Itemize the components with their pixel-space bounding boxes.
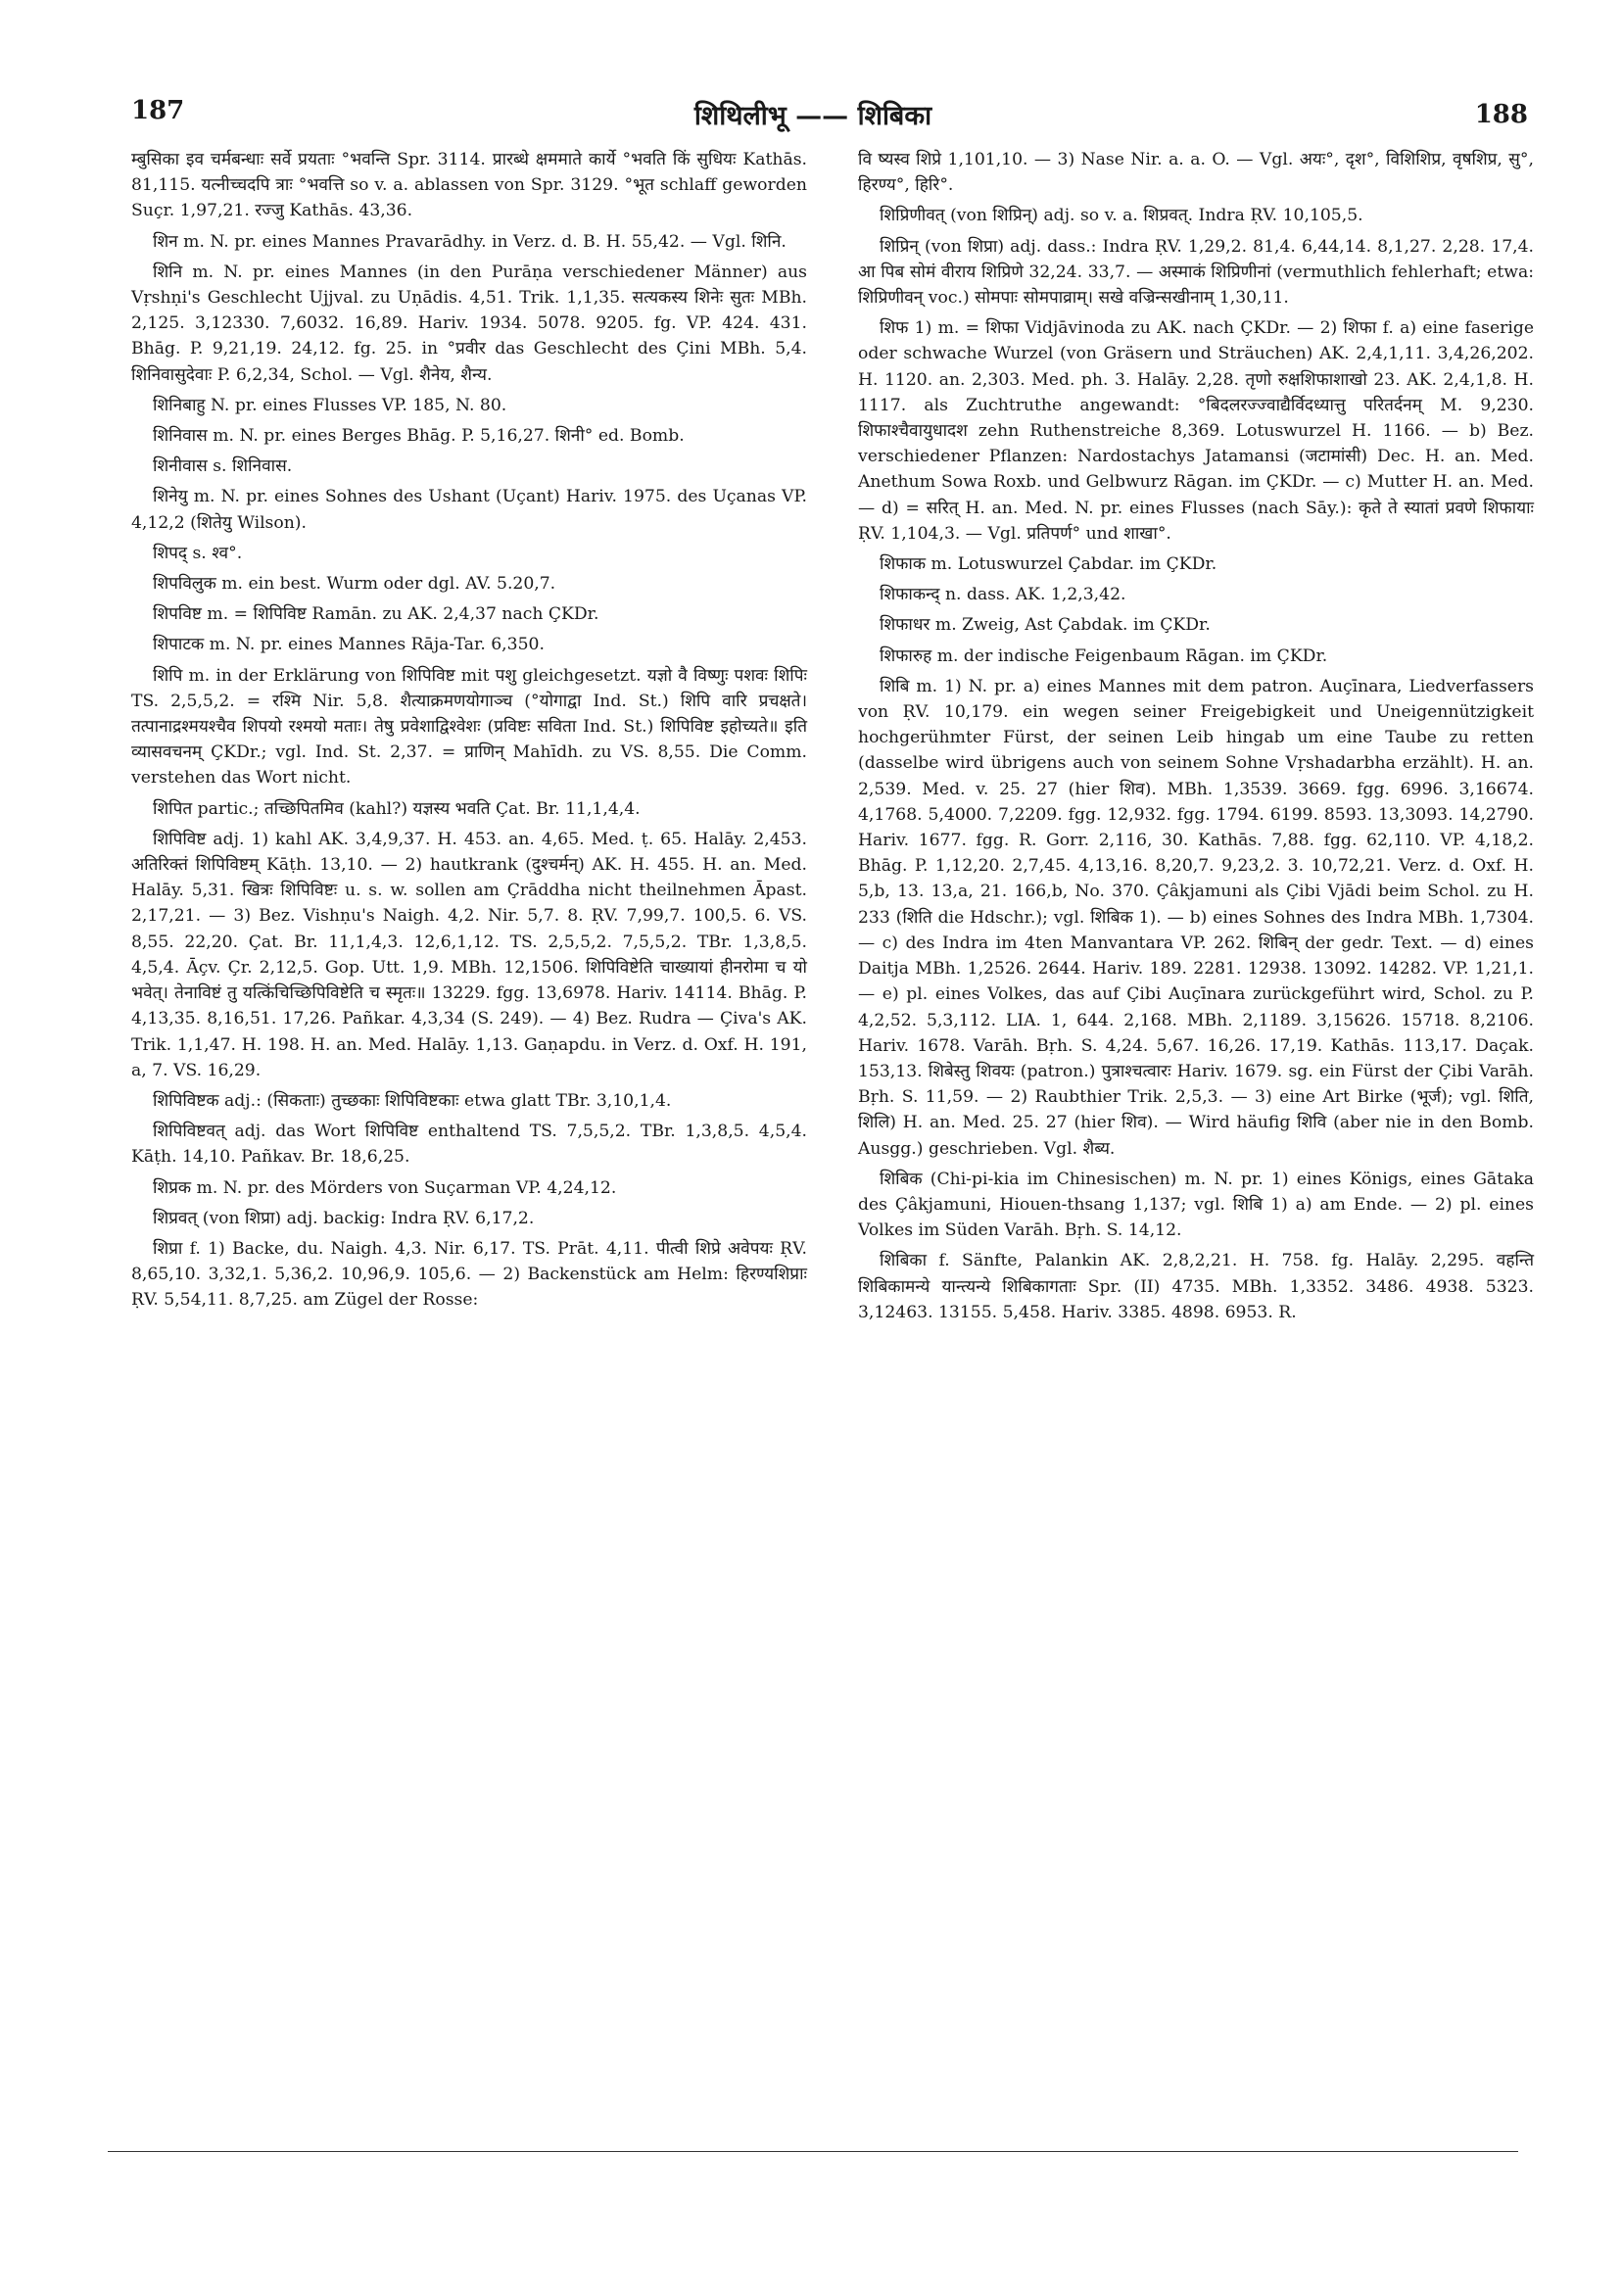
dictionary-entry: शिपि m. in der Erklärung von शिपिविष्ट mit पशु gleichgesetzt. यज्ञो वै विष्णुः पशवः शिपिः TS. 2,5,5,2. = रश्मि Nir. 5,8. शैत्याक्रमणयोगाञ्च (°योगाद्वा Ind. St.) शिपि वारि प्रचक्षते। तत्पानाद्रश्मयश्चैव शिपयो रश्मयो मताः। तेषु प्रवेशाद्विश्वेशः (प्रविष्टः सविता Ind. St.) शिपिविष्ट इहोच्यते॥ इति व्यासवचनम् ÇKDr.; vgl. Ind. St. 2,37. = प्राणिन् Mahīdh. zu VS. 8,55. Die Comm. verstehen das Wort nicht. — [131, 665, 807, 789]
dictionary-entry: शिफारुह m. der indische Feigenbaum Rāgan. im ÇKDr. — [880, 646, 1328, 666]
dictionary-entry: शिपविलुक m. ein best. Wurm oder dgl. AV. 5.20,7. — [153, 574, 556, 595]
dictionary-entry: शिपिविष्टवत् adj. das Wort शिपिविष्ट enthaltend TS. 7,5,5,2. TBr. 1,3,8,5. 4,5,4. Kāṭh. 14,10. Pañkav. Br. 18,6,25. — [131, 1122, 807, 1168]
dictionary-entry: शिबि m. 1) N. pr. a) eines Mannes mit dem patron. Auçīnara, Liedverfassers von ṚV. 10,179. ein wegen seiner Freigebigkeit und Uneigennützigkeit hochgerühmter Fürst, der seinen Leib hingab um eine Taube zu retten (dasselbe wird übrigens auch von seinem Sohne Vṛshadarbha erzählt). H. an. 2,539. Med. v. 25. 27 (hier शिव). MBh. 1,3539. 3669. fgg. 6996. 3,16674. 4,1768. 5,4000. 7,2209. fgg. 12,932. fgg. 1794. 6199. 8593. 13,3093. 14,2790. Hariv. 1677. fgg. R. Gorr. 2,116, 30. Kathās. 7,88. fgg. 62,110. VP. 4,18,2. Bhāg. P. 1,12,20. 2,7,45. 4,13,16. 8,20,7. 9,23,2. 3. 10,72,21. Verz. d. Oxf. H. 5,b, 13. 13,a, 21. 166,b, No. 370. Çâkjamuni als Çibi Vjādi beim Schol. zu H. 233 (शिति die Hdschr.); vgl. शिबिक 1). — b) eines Sohnes des Indra MBh. 1,7304. — c) des Indra im 4ten Manvantara VP. 262. शिबिन् der gedr. Text. — d) eines Daitja MBh. 1,2526. 2644. Hariv. 189. 2281. 12938. 13092. 14282. VP. 1,21,1. — e) pl. eines Volkes, das auf Çibi Auçīnara zurückgeführt wird, Schol. zu P. 4,2,52. 5,3,112. LIA. 1, 644. 2,168. MBh. 2,1189. 3,15626. 15718. 8,2106. Hariv. 1678. Varāh. Bṛh. S. 4,24. 5,67. 16,26. 17,19. Kathās. 113,17. Daçak. 153,13. शिबेस्तु शिवयः (patron.) पुत्राश्चत्वारः Hariv. 1679. sg. ein Fürst der Çibi Varāh. Bṛh. S. 11,59. — 2) Raubthier Trik. 2,5,3. — 3) eine Art Birke (भूर्ज); vgl. शिति, शिलि) H. an. Med. 25. 27 (hier शिव). — Wird häufig शिवि (aber nie in den Bomb. Ausgg.) geschrieben. Vgl. शैब्य. — [858, 676, 1534, 1159]
dictionary-entry: शिनीवास s. शिनिवास. — [153, 456, 293, 477]
dictionary-entry: शिफाकन्द् n. dass. AK. 1,2,3,42. — [880, 585, 1126, 605]
dictionary-entry: शिपाटक m. N. pr. eines Mannes Rāja-Tar. 6,350. — [153, 635, 545, 655]
right-column — [858, 147, 1534, 1330]
dictionary-entry: शिनिबाहु N. pr. eines Flusses VP. 185, N. 80. — [153, 395, 507, 415]
dictionary-entry: शिफाधर m. Zweig, Ast Çabdak. im ÇKDr. — [880, 615, 1211, 636]
dictionary-entry: शिफाक m. Lotuswurzel Çabdar. im ÇKDr. — [880, 554, 1217, 575]
dictionary-entry: वि ष्यस्व शिप्रे 1,101,10. — 3) Nase Nir. a. a. O. — Vgl. अयः°, दृश°, विशिशिप्र, वृषशिप्र, सु°, हिरण्य°, हिरि°. — [858, 150, 1534, 196]
dictionary-entry: शिबिक (Chi-pi-kia im Chinesischen) m. N. pr. 1) eines Königs, eines Gātaka des Çâkjamuni, Hiouen-thsang 1,137; vgl. शिबि 1) a) am Ende. — 2) pl. eines Volkes im Süden Varāh. Bṛh. S. 14,12. — [858, 1169, 1534, 1241]
page-number-right: 188 — [1474, 100, 1528, 129]
dictionary-entry: शिपद् s. श्व°. — [153, 543, 243, 563]
dictionary-entry: शिप्रवत् (von शिप्रा) adj. backig: Indra ṚV. 6,17,2. — [153, 1208, 535, 1228]
left-column — [131, 147, 807, 1318]
dictionary-entry: शिनिवास m. N. pr. eines Berges Bhāg. P. 5,16,27. शिनी° ed. Bomb. — [153, 426, 685, 447]
dictionary-entry: शिपविष्ट m. = शिपिविष्ट Ramān. zu AK. 2,4,37 nach ÇKDr. — [153, 604, 599, 625]
dictionary-entry: शिफ 1) m. = शिफा Vidjāvinoda zu AK. nach ÇKDr. — 2) शिफा f. a) eine faserige oder schwache Wurzel (von Gräsern und Sträuchen) AK. 2,4,1,11. 3,4,26,202. H. 1120. an. 2,303. Med. ph. 3. Halāy. 2,28. तृणो रुक्षशिफाशाखो 23. AK. 2,4,1,8. H. 1117. als Zuchtruthe angewandt: °बिदलरज्ज्वाद्यैर्विदध्यात्तु परितर्दनम् M. 9,230. शिफाश्चैवायुधादश zehn Ruthenstreiche 8,369. Lotuswurzel H. 1166. — b) Bez. verschiedener Pflanzen: Nardostachys Jatamansi (जटामांसी) Dec. H. an. Med. Anethum Sowa Roxb. und Gelbwurz Rāgan. im ÇKDr. — c) Mutter H. an. Med. — d) = सरित् H. an. Med. N. pr. eines Flusses (nach Sāy.): कृते ते स्यातां प्रवणे शिफायाः ṚV. 1,104,3. — Vgl. प्रतिपर्ण° und शाखा°. — [858, 318, 1534, 544]
dictionary-entry: शिप्रिन् (von शिप्रा) adj. dass.: Indra ṚV. 1,29,2. 81,4. 6,44,14. 8,1,27. 2,28. 17,4. आ पिब सोमं वीराय शिप्रिणे 32,24. 33,7. — अस्माकं शिप्रिणीनां (vermuthlich fehlerhaft; etwa: शिप्रिणीवन् voc.) सोमपाः सोमपाव्राम्। सखे वज्रिन्सखीनाम् 1,30,11. — [858, 236, 1534, 309]
dictionary-entry: शिपिविष्ट adj. 1) kahl AK. 3,4,9,37. H. 453. an. 4,65. Med. ṭ. 65. Halāy. 2,453. अतिरिक्तं शिपिविष्टम् Kāṭh. 13,10. — 2) hautkrank (दुश्चर्मन्) AK. H. 455. H. an. Med. Halāy. 5,31. खित्रः शिपिविष्टः u. s. w. sollen am Çrāddha nicht theilnehmen Āpast. 2,17,21. — 3) Bez. Vishṇu's Naigh. 4,2. Nir. 5,7. 8. ṚV. 7,99,7. 100,5. 6. VS. 8,55. 22,20. Çat. Br. 11,1,4,3. 12,6,1,12. TS. 2,5,5,2. 7,5,5,2. TBr. 1,3,8,5. 4,5,4. Āçv. Çr. 2,12,5. Gop. Utt. 1,9. MBh. 12,1506. शिपिविष्टेति चाख्यायां हीनरोमा च यो भवेत्। तेनाविष्टं तु यत्किंचिच्छिपिविष्टेति च स्मृतः॥ 13229. fgg. 13,6978. Hariv. 14114. Bhāg. P. 4,13,35. 8,16,51. 17,26. Pañkar. 4,3,34 (S. 249). — 4) Bez. Rudra — Çiva's AK. Trik. 1,1,47. H. 198. H. an. Med. Halāy. 1,13. Gaṇapdu. in Verz. d. Oxf. H. 191, a, 7. VS. 16,29. — [131, 829, 807, 1080]
dictionary-entry: म्बुसिका इव चर्मबन्धाः सर्वे प्रयताः °भवन्ति Spr. 3114. प्रारब्धे क्षममाते कार्ये °भवति किं सुधियः Kathās. 81,115. यत्नीच्चदपि त्राः °भवत्ति so v. a. ablassen von Spr. 3129. °भूत schlaff geworden Suçr. 1,97,21. रज्जु Kathās. 43,36. — [131, 150, 807, 221]
dictionary-entry: शिप्रक m. N. pr. des Mörders von Suçarman VP. 4,24,12. — [153, 1177, 617, 1198]
dictionary-entry: शिन m. N. pr. eines Mannes Pravarādhy. in Verz. d. B. H. 55,42. — Vgl. शिनि. — [153, 231, 787, 252]
dictionary-entry: शिप्रिणीवत् (von शिप्रिन्) adj. so v. a. शिप्रवत्. Indra ṚV. 10,105,5. — [880, 206, 1363, 226]
dictionary-entry: शिपिविष्टक adj.: (सिकताः) तुच्छकाः शिपिविष्टकाः etwa glatt TBr. 3,10,1,4. — [153, 1090, 672, 1111]
page-header — [98, 96, 1528, 145]
running-title: शिथिलीभू —— शिबिका — [693, 101, 932, 131]
dictionary-entry: शिनि m. N. pr. eines Mannes (in den Purāṇa verschiedener Männer) aus Vṛshṇi's Geschlecht Ujjval. zu Uṇādis. 4,51. Trik. 1,1,35. सत्यकस्य शिनेः सुतः MBh. 2,125. 3,12330. 7,6032. 16,89. Hariv. 1934. 5078. 9205. fg. VP. 424. 431. Bhāg. P. 9,21,19. 24,12. fg. 25. in °प्रवीर das Geschlecht des Çini MBh. 5,4. शिनिवासुदेवाः P. 6,2,34, Schol. — Vgl. शैनेय, शैन्य. — [131, 262, 807, 385]
dictionary-entry: शिपित partic.; तच्छिपितमिव (kahl?) यज्ञस्य भवति Çat. Br. 11,1,4,4. — [153, 798, 641, 819]
dictionary-entry: शिनेयु m. N. pr. eines Sohnes des Ushant (Uçant) Hariv. 1975. des Uçanas VP. 4,12,2 (शितेयु Wilson). — [131, 487, 807, 533]
dictionary-entry: शिप्रा f. 1) Backe, du. Naigh. 4,3. Nir. 6,17. TS. Prāt. 4,11. पीत्वी शिप्रे अवेपयः ṚV. 8,65,10. 3,32,1. 5,36,2. 10,96,9. 105,6. — 2) Backenstück am Helm: हिरण्यशिप्राः ṚV. 5,54,11. 8,7,25. am Zügel der Rosse: — [131, 1238, 807, 1311]
dictionary-entry: शिबिका f. Sänfte, Palankin AK. 2,8,2,21. H. 758. fg. Halāy. 2,295. वहन्ति शिबिकामन्ये यान्त्यन्ये शिबिकागताः Spr. (II) 4735. MBh. 1,3352. 3486. 4938. 5323. 3,12463. 13155. 5,458. Hariv. 3385. 4898. 6953. R. — [858, 1251, 1534, 1322]
page-number-left: 187 — [131, 96, 185, 125]
footer-rule — [108, 2151, 1518, 2152]
